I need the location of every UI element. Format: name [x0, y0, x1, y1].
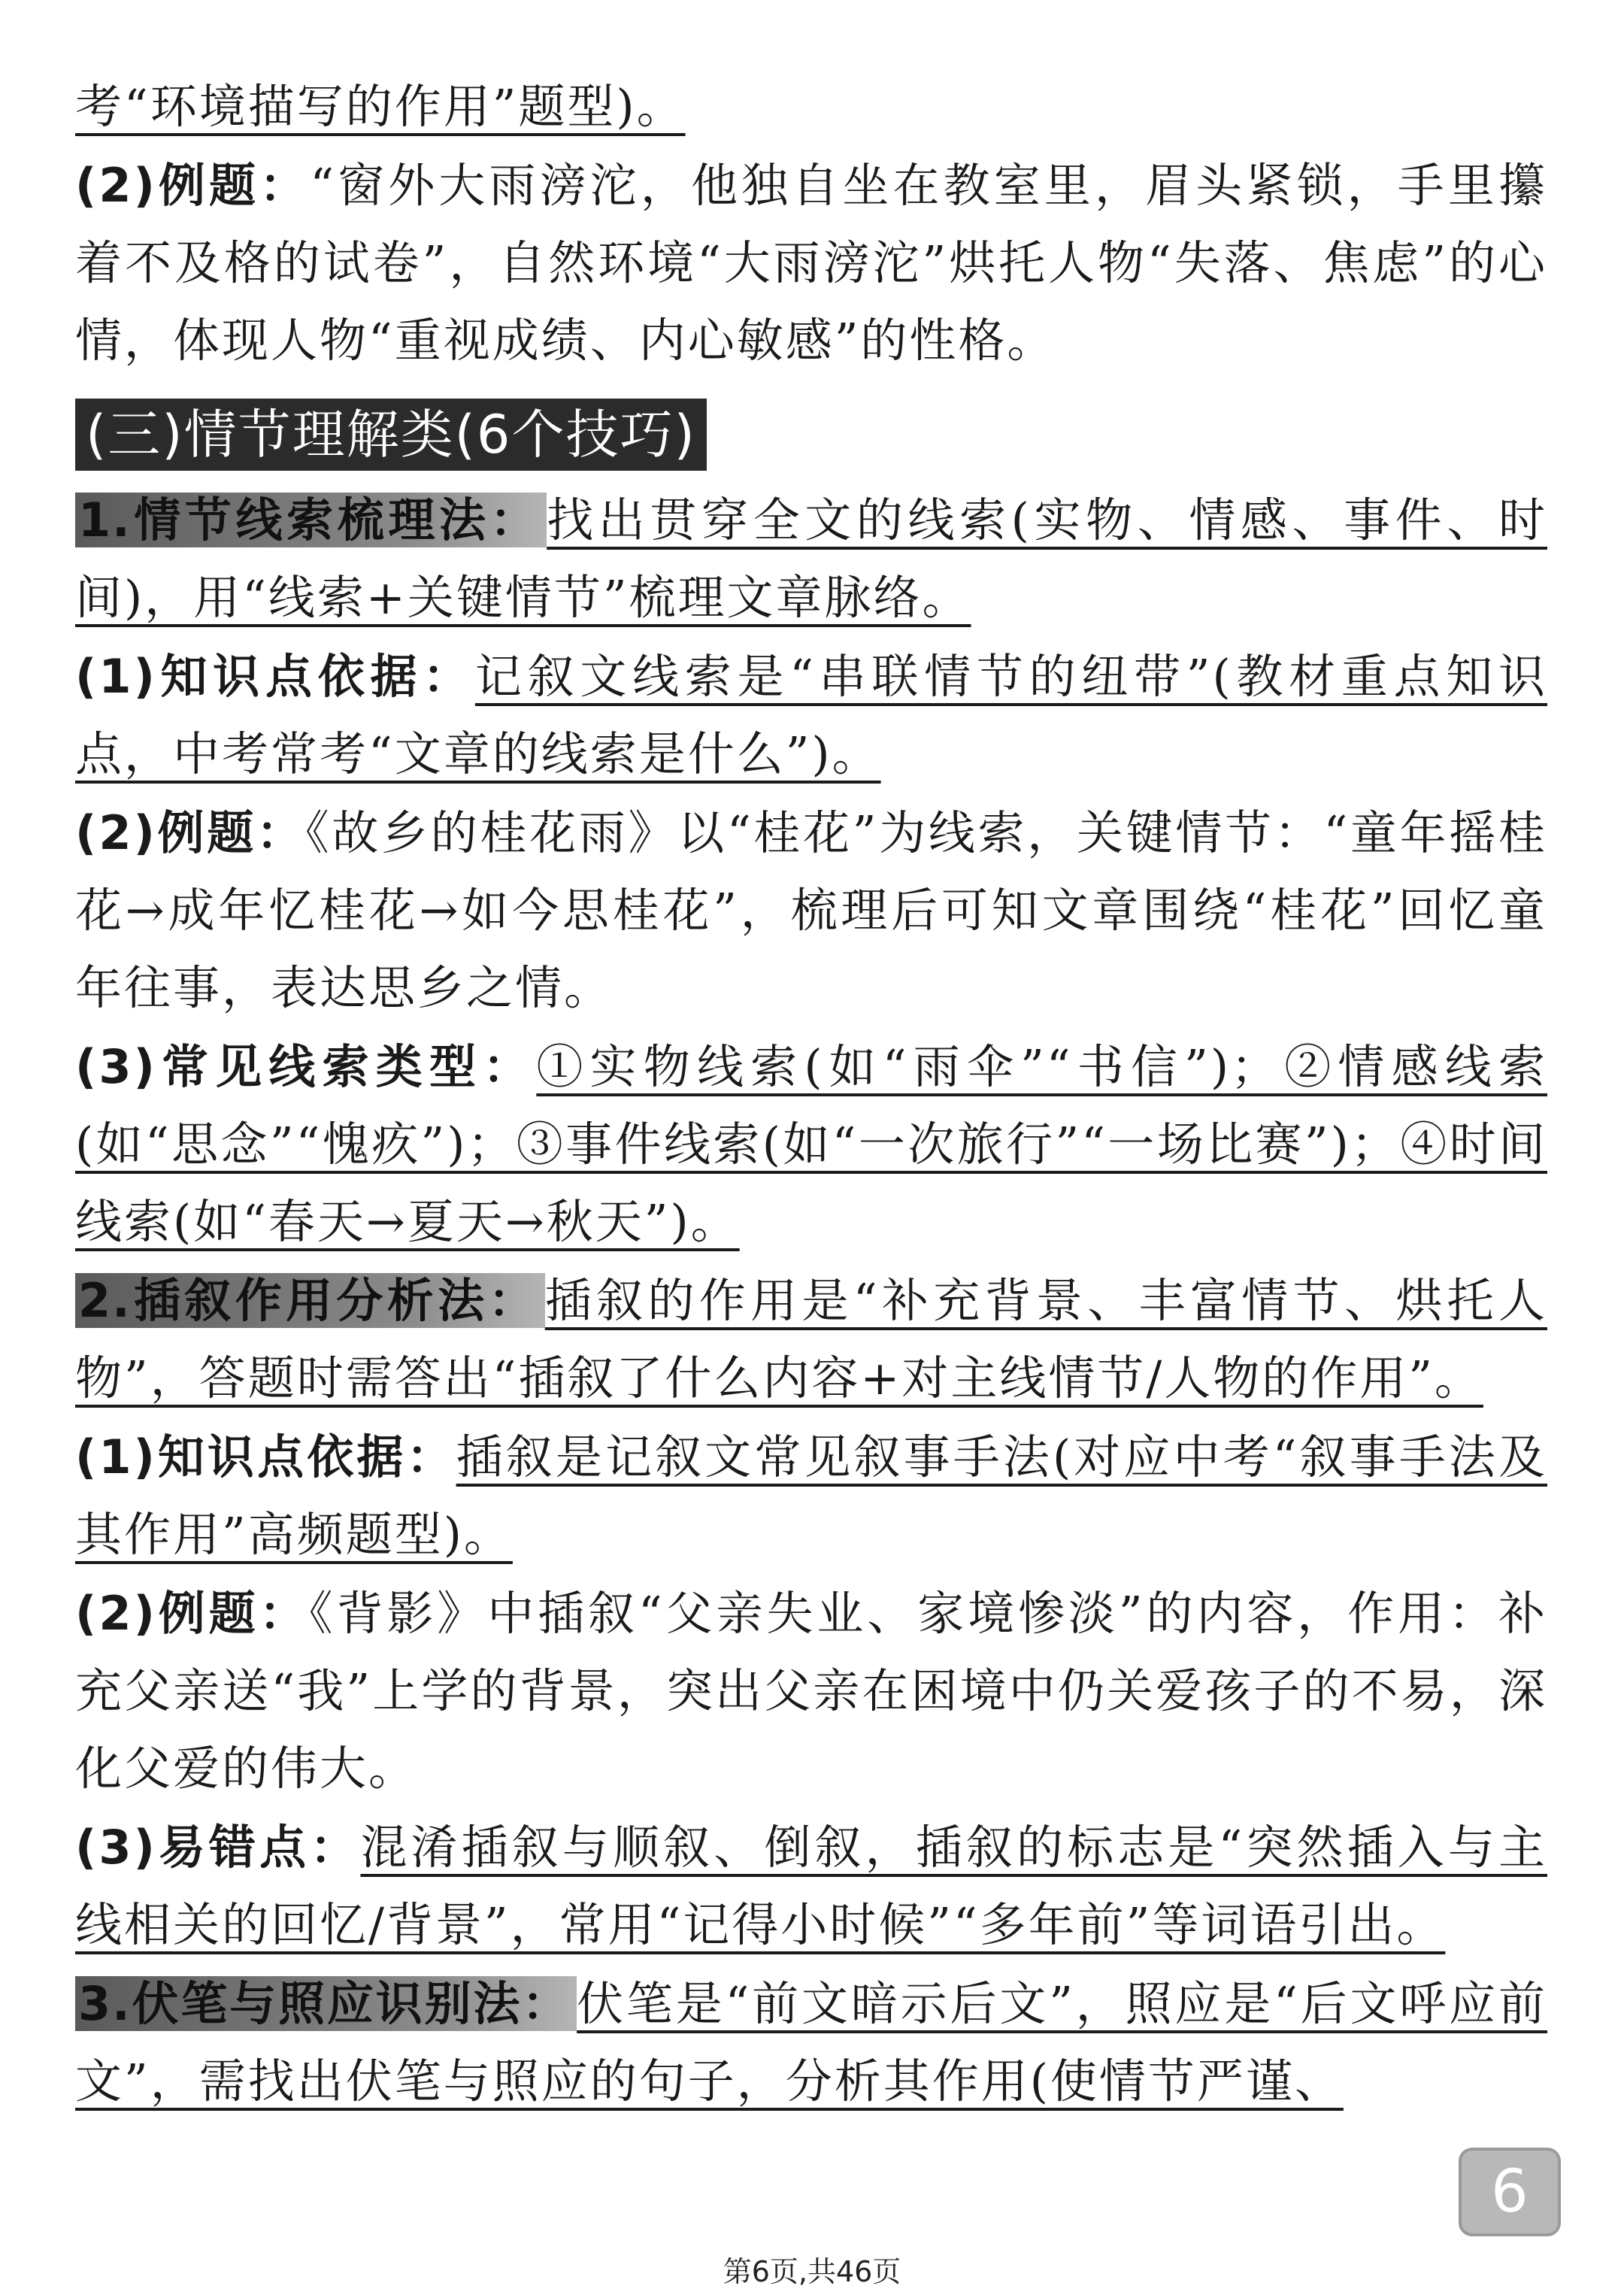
underlined-text: 考“环境描写的作用”题型)。 — [75, 79, 686, 134]
item-text: “窗外大雨滂沱，他独自坐在教室里，眉头紧锁，手里攥着不及格的试卷”，自然环境“大雨滂沱”烘托人物“失落、焦虑”的心情，体现人物“重视成绩、内心敏感”的性格。 — [75, 158, 1547, 368]
underlined-text: 混淆插叙与顺叙、倒叙，插叙的标志是“突然插入与主线相关的回忆/背景”，常用“记得小时候”“多年前”等词语引出。 — [75, 1820, 1547, 1952]
method-heading: 2.插叙作用分析法： — [75, 1273, 545, 1328]
item-text: 《故乡的桂花雨》以“桂花”为线索，关键情节：“童年摇桂花→成年忆桂花→如今思桂花”，梳理后可知文章围绕“桂花”回忆童年往事，表达思乡之情。 — [75, 805, 1547, 1015]
method-1-intro — [75, 481, 1547, 636]
section-title: (三)情节理解类(6个技巧) — [75, 399, 707, 471]
method-heading: 3.伏笔与照应识别法： — [75, 1976, 577, 2031]
method-3-intro — [75, 1965, 1547, 2120]
underlined-text: 插叙的作用是“补充背景、丰富情节、烘托人物”，答题时需答出“插叙了什么内容+对主线情节/人物的作用”。 — [75, 1273, 1547, 1405]
item-label: (2)例题： — [75, 805, 306, 860]
underlined-text: ①实物线索(如“雨伞”“书信”)；②情感线索(如“思念”“愧疚”)；③事件线索(如“一次旅行”“一场比赛”)；④时间线索(如“春天→夏天→秋天”)。 — [75, 1039, 1547, 1249]
underlined-text: 找出贯穿全文的线索(实物、情感、事件、时间)，用“线索+关键情节”梳理文章脉络。 — [75, 493, 1547, 625]
method-2-intro — [75, 1262, 1547, 1417]
page-number-badge: 6 — [1459, 2148, 1561, 2236]
underlined-text: 插叙是记叙文常见叙事手法(对应中考“叙事手法及其作用”高频题型)。 — [75, 1429, 1547, 1562]
item-label: (3)常见线索类型： — [75, 1039, 537, 1094]
method-1-knowledge — [75, 638, 1547, 793]
item-label: (1)知识点依据： — [75, 1429, 456, 1484]
paragraph-continuation — [75, 68, 1547, 145]
document-body — [75, 68, 1547, 2121]
method-2-example — [75, 1575, 1547, 1807]
method-heading: 1.情节线索梳理法： — [75, 493, 547, 547]
underlined-text: 伏笔是“前文暗示后文”，照应是“后文呼应前文”，需找出伏笔与照应的句子，分析其作用(使情节严谨、 — [75, 1976, 1547, 2109]
item-label: (2)例题： — [75, 158, 311, 213]
underlined-text: 记叙文线索是“串联情节的纽带”(教材重点知识点，中考常考“文章的线索是什么”)。 — [75, 649, 1548, 781]
item-text: 《背影》中插叙“父亲失业、家境惨淡”的内容，作用：补充父亲送“我”上学的背景，突出父亲在困境中仍关爱孩子的不易，深化父爱的伟大。 — [75, 1586, 1547, 1796]
method-1-types — [75, 1028, 1547, 1260]
item-label: (2)例题： — [75, 1586, 310, 1641]
method-1-example — [75, 794, 1547, 1026]
item-label: (1)知识点依据： — [75, 649, 475, 704]
method-2-knowledge — [75, 1418, 1547, 1573]
item-label: (3)易错点： — [75, 1820, 361, 1875]
method-2-pitfall — [75, 1808, 1547, 1963]
page-footer: 第6页,共46页 — [723, 2255, 901, 2288]
paragraph-example-environment — [75, 147, 1547, 379]
